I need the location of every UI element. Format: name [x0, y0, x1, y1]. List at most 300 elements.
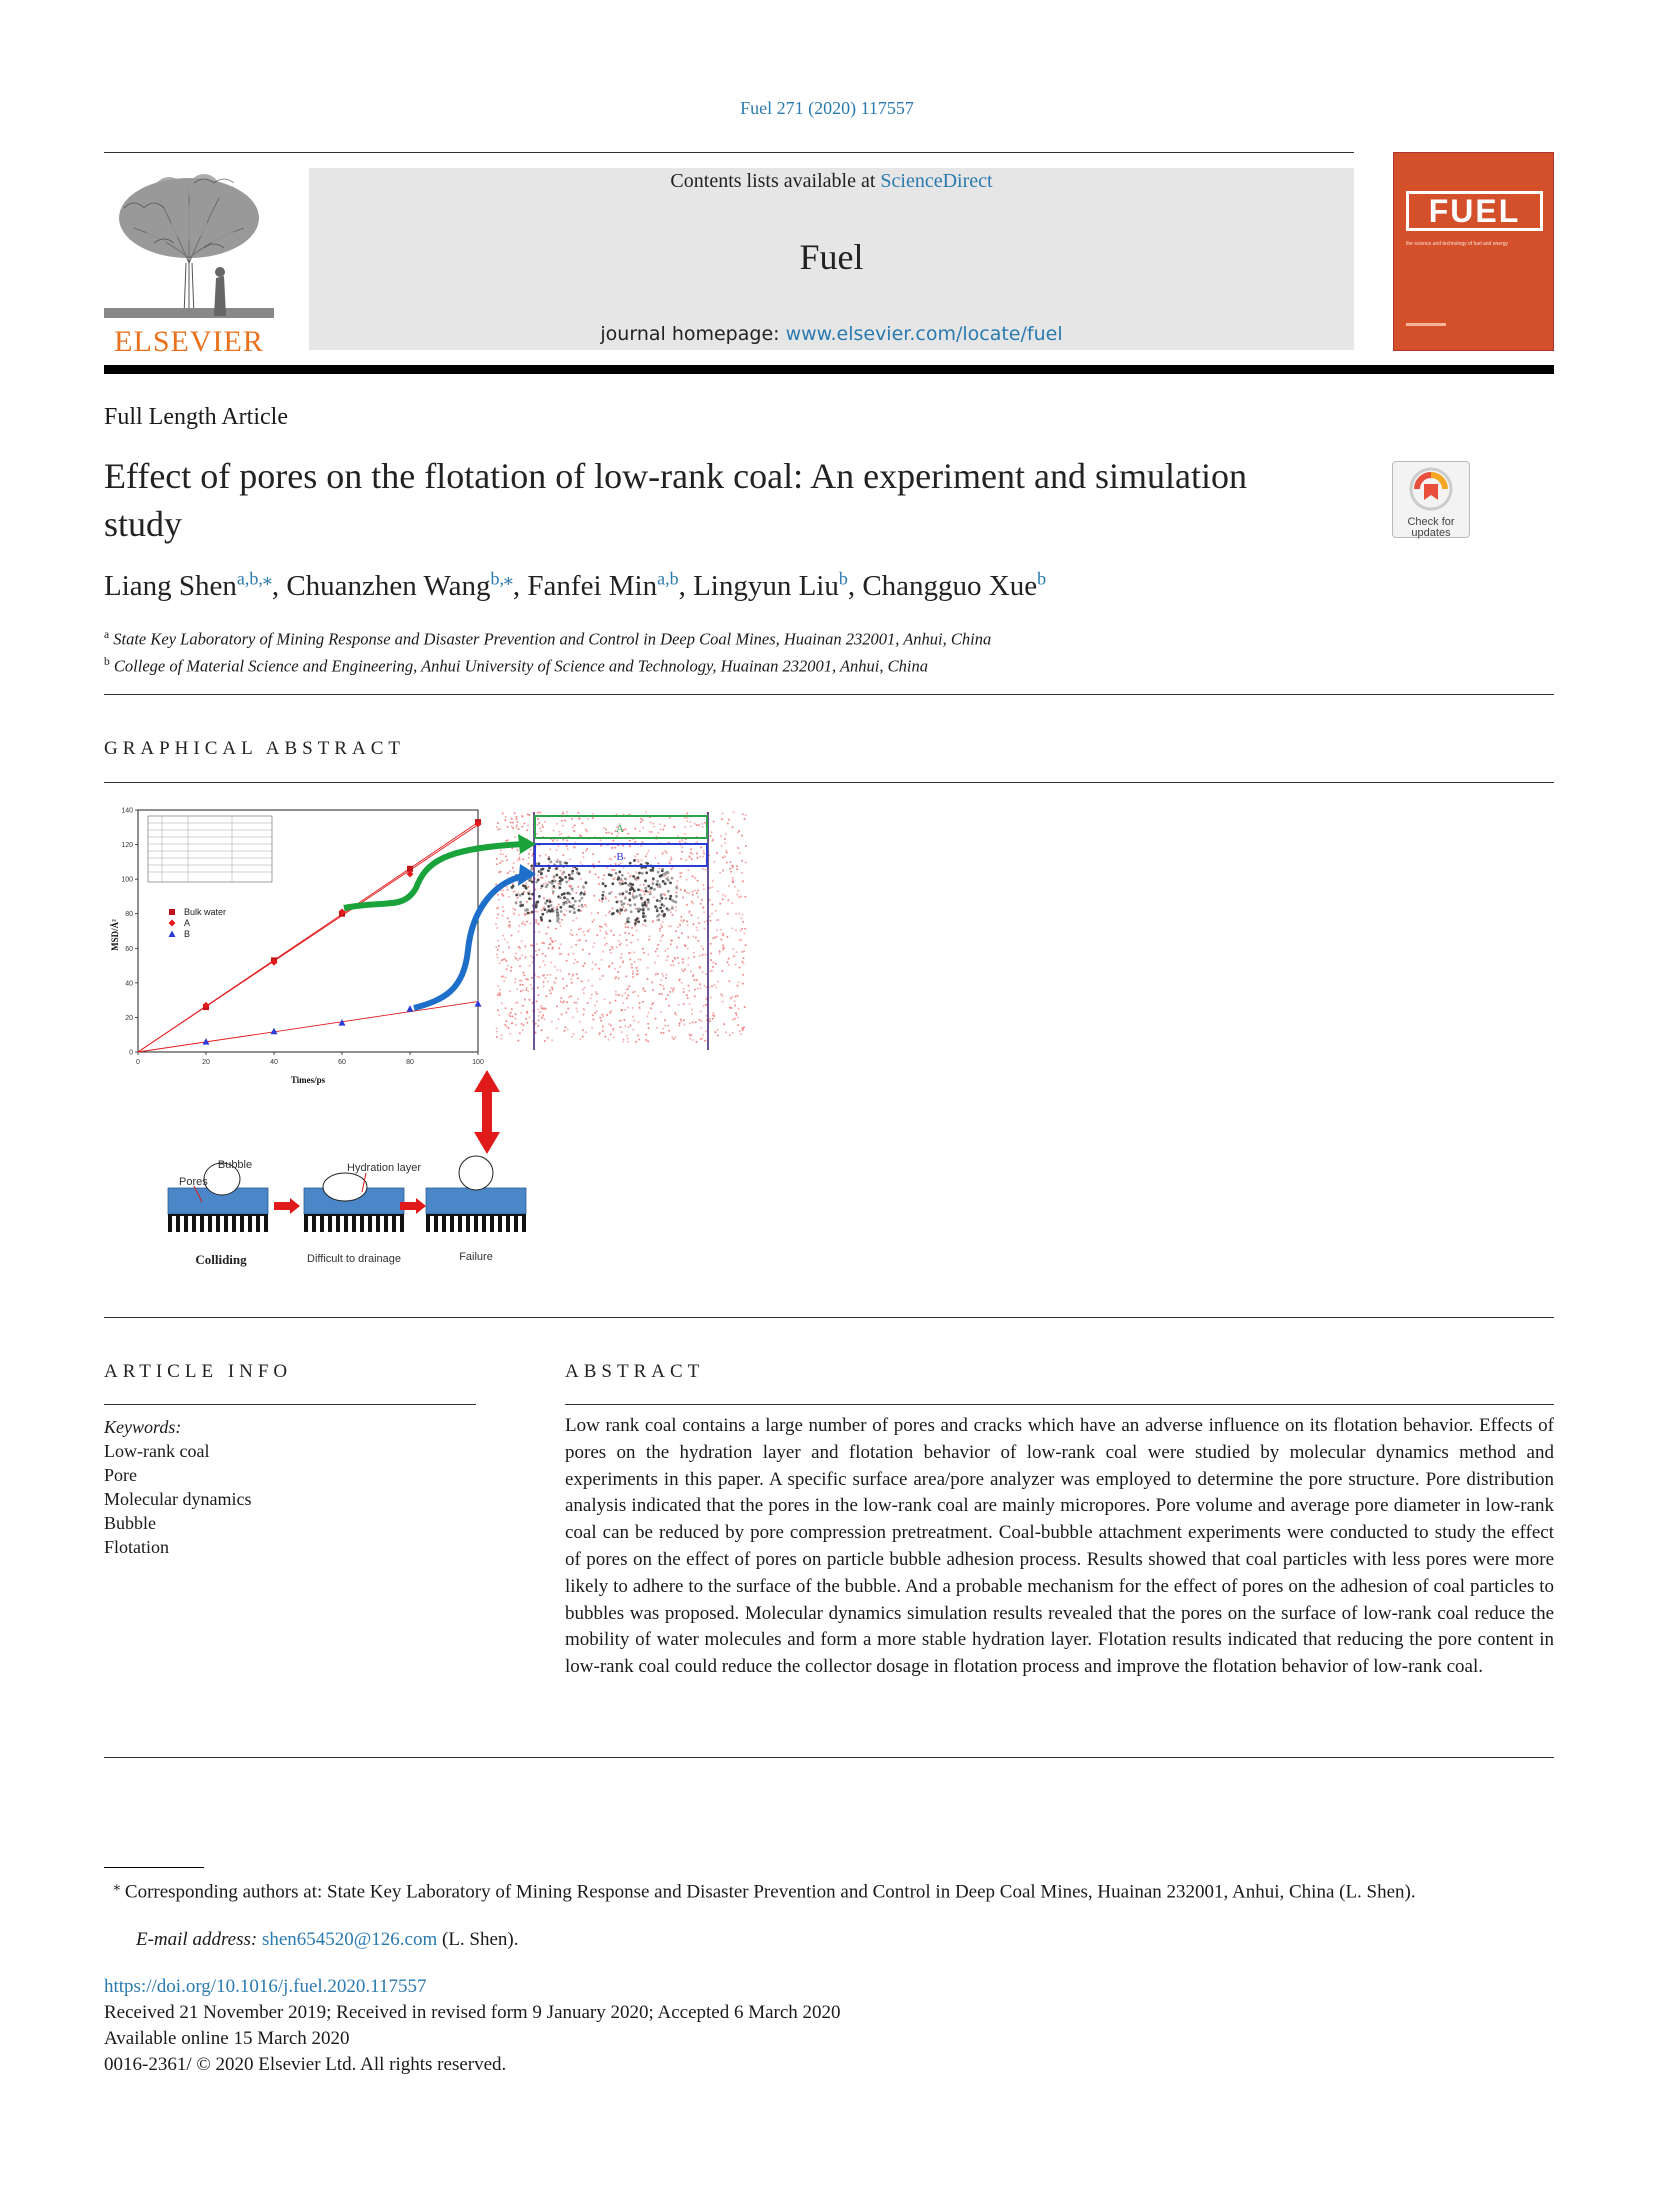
md-water-dot	[552, 988, 554, 990]
md-water-dot	[506, 968, 508, 970]
md-water-dot	[592, 817, 594, 819]
md-water-dot	[598, 968, 600, 970]
md-coal-atom	[675, 895, 678, 898]
md-water-dot	[507, 826, 509, 828]
md-water-dot	[671, 868, 673, 870]
md-water-dot	[713, 821, 715, 823]
md-water-dot	[562, 825, 564, 827]
md-water-dot	[717, 980, 719, 982]
md-water-dot	[672, 991, 674, 993]
md-coal-atom	[616, 909, 619, 912]
md-water-dot	[511, 1008, 513, 1010]
md-water-dot	[568, 996, 570, 998]
md-water-dot	[582, 989, 584, 991]
md-water-dot	[690, 852, 692, 854]
md-coal-atom	[551, 909, 554, 912]
md-water-dot	[636, 967, 638, 969]
md-coal-atom	[662, 880, 665, 883]
md-water-dot	[601, 959, 603, 961]
md-coal-atom	[619, 882, 622, 885]
md-water-dot	[562, 813, 564, 815]
md-water-dot	[732, 877, 734, 879]
md-coal-atom	[559, 861, 562, 864]
md-water-dot	[709, 1018, 711, 1020]
md-coal-atom	[540, 918, 543, 921]
md-water-dot	[729, 868, 731, 870]
md-coal-atom	[624, 897, 627, 900]
md-water-dot	[704, 921, 706, 923]
md-water-dot	[671, 1036, 673, 1038]
md-water-dot	[618, 994, 620, 996]
md-coal-atom	[667, 909, 670, 912]
md-water-dot	[521, 940, 523, 942]
md-coal-atom	[637, 920, 640, 923]
md-water-dot	[693, 956, 695, 958]
md-coal-atom	[549, 881, 552, 884]
md-water-dot	[615, 991, 617, 993]
md-coal-atom	[657, 871, 660, 874]
md-water-dot	[575, 917, 577, 919]
md-water-dot	[686, 879, 688, 881]
md-water-dot	[680, 916, 682, 918]
md-water-dot	[582, 1008, 584, 1010]
md-water-dot	[714, 1031, 716, 1033]
md-water-dot	[744, 1006, 746, 1008]
md-water-dot	[735, 951, 737, 953]
md-water-dot	[639, 830, 641, 832]
md-water-dot	[497, 994, 499, 996]
md-water-dot	[519, 1032, 521, 1034]
md-water-dot	[595, 964, 597, 966]
md-water-dot	[664, 894, 666, 896]
md-water-dot	[549, 849, 551, 851]
md-water-dot	[722, 934, 724, 936]
pore	[252, 1216, 256, 1232]
md-water-dot	[579, 834, 581, 836]
md-water-dot	[584, 962, 586, 964]
md-coal-atom	[559, 876, 562, 879]
md-water-dot	[649, 935, 651, 937]
pore	[454, 1216, 458, 1232]
md-coal-atom	[562, 903, 565, 906]
md-water-dot	[504, 1024, 506, 1026]
md-water-dot	[609, 1002, 611, 1004]
md-water-dot	[662, 921, 664, 923]
md-coal-atom	[642, 909, 645, 912]
md-water-dot	[578, 928, 580, 930]
author-name[interactable]: Lingyun Liu	[693, 570, 839, 602]
md-water-dot	[721, 845, 723, 847]
md-water-dot	[580, 878, 582, 880]
md-coal-atom	[669, 882, 672, 885]
md-water-dot	[508, 1014, 510, 1016]
md-water-dot	[720, 929, 722, 931]
md-water-dot	[682, 962, 684, 964]
md-water-dot	[499, 862, 501, 864]
received-dates: Received 21 November 2019; Received in revised form 9 January 2020; Accepted 6 March 2020	[104, 2002, 841, 2023]
author-name[interactable]: Chuanzhen Wang	[286, 570, 491, 602]
md-coal-atom	[656, 883, 659, 886]
md-coal-atom	[521, 893, 524, 896]
md-coal-atom	[657, 919, 660, 922]
md-water-dot	[711, 985, 713, 987]
md-water-dot	[660, 1032, 662, 1034]
md-water-dot	[721, 818, 723, 820]
pore	[518, 1216, 522, 1232]
md-water-dot	[612, 948, 614, 950]
check-for-updates-button[interactable]	[1392, 461, 1470, 538]
graphical-abstract-figure[interactable]	[104, 800, 784, 1280]
md-water-dot	[547, 926, 549, 928]
md-water-dot	[591, 994, 593, 996]
md-water-dot	[737, 890, 739, 892]
md-water-dot	[524, 914, 526, 916]
md-water-dot	[496, 858, 498, 860]
md-water-dot	[639, 1008, 641, 1010]
md-water-dot	[497, 894, 499, 896]
md-water-dot	[581, 822, 583, 824]
md-water-dot	[737, 995, 739, 997]
md-coal-atom	[666, 878, 669, 881]
md-water-dot	[652, 880, 654, 882]
md-coal-atom	[661, 897, 664, 900]
md-water-dot	[732, 1019, 734, 1021]
md-coal-atom	[631, 883, 634, 886]
md-water-dot	[596, 993, 598, 995]
md-water-dot	[735, 964, 737, 966]
md-water-dot	[677, 926, 679, 928]
md-water-dot	[677, 835, 679, 837]
md-coal-atom	[659, 885, 662, 888]
md-coal-atom	[664, 882, 667, 885]
header-bottom-rule	[104, 365, 1554, 374]
md-water-dot	[637, 859, 639, 861]
md-water-dot	[722, 970, 724, 972]
md-water-dot	[530, 849, 532, 851]
md-water-dot	[587, 1002, 589, 1004]
md-water-dot	[647, 953, 649, 955]
md-water-dot	[712, 1012, 714, 1014]
md-water-dot	[660, 940, 662, 942]
md-water-dot	[536, 1000, 538, 1002]
md-water-dot	[504, 819, 506, 821]
journal-cover[interactable]	[1393, 152, 1554, 351]
md-water-dot	[614, 968, 616, 970]
md-water-dot	[547, 974, 549, 976]
md-water-dot	[538, 994, 540, 996]
md-water-dot	[549, 943, 551, 945]
md-water-dot	[741, 860, 743, 862]
md-water-dot	[695, 937, 697, 939]
md-water-dot	[653, 826, 655, 828]
md-water-dot	[714, 984, 716, 986]
md-water-dot	[725, 833, 727, 835]
md-coal-atom	[665, 897, 668, 900]
md-water-dot	[689, 855, 691, 857]
md-water-dot	[605, 828, 607, 830]
md-water-dot	[666, 959, 668, 961]
md-water-dot	[531, 961, 533, 963]
md-water-dot	[503, 980, 505, 982]
md-water-dot	[625, 923, 627, 925]
md-water-dot	[699, 955, 701, 957]
md-coal-atom	[549, 900, 552, 903]
md-water-dot	[648, 1027, 650, 1029]
md-water-dot	[507, 917, 509, 919]
corresponding-footnote	[104, 1872, 1554, 1905]
md-water-dot	[650, 831, 652, 833]
md-water-dot	[566, 840, 568, 842]
md-water-dot	[584, 891, 586, 893]
md-water-dot	[744, 928, 746, 930]
md-water-dot	[502, 915, 504, 917]
md-water-dot	[522, 989, 524, 991]
md-water-dot	[521, 816, 523, 818]
md-water-dot	[560, 925, 562, 927]
chart-y-tick-label: 0	[129, 1049, 133, 1057]
md-water-dot	[652, 823, 654, 825]
journal-homepage-link[interactable]: www.elsevier.com/locate/fuel	[785, 323, 1063, 345]
md-water-dot	[536, 943, 538, 945]
md-coal-atom	[664, 872, 667, 875]
md-water-dot	[589, 929, 591, 931]
md-coal-atom	[563, 896, 566, 899]
md-water-dot	[559, 834, 561, 836]
md-water-dot	[558, 947, 560, 949]
md-water-dot	[619, 934, 621, 936]
md-water-dot	[667, 948, 669, 950]
md-coal-atom	[650, 869, 653, 872]
md-coal-atom	[571, 872, 574, 875]
md-water-dot	[527, 863, 529, 865]
md-water-dot	[672, 960, 674, 962]
md-water-dot	[544, 977, 546, 979]
md-water-dot	[551, 948, 553, 950]
md-water-dot	[541, 909, 543, 911]
md-water-dot	[662, 1028, 664, 1030]
md-water-dot	[498, 871, 500, 873]
md-water-dot	[575, 1008, 577, 1010]
sciencedirect-link[interactable]: ScienceDirect	[880, 170, 993, 192]
author-name[interactable]: Fanfei Min	[527, 570, 658, 602]
md-water-dot	[659, 829, 661, 831]
md-water-dot	[509, 1015, 511, 1017]
md-water-dot	[742, 974, 744, 976]
md-water-dot	[512, 907, 514, 909]
md-water-dot	[598, 1034, 600, 1036]
md-coal-atom	[667, 890, 670, 893]
md-water-dot	[620, 1026, 622, 1028]
md-water-dot	[596, 934, 598, 936]
md-water-dot	[540, 830, 542, 832]
md-water-dot	[665, 977, 667, 979]
md-water-dot	[639, 1002, 641, 1004]
md-water-dot	[567, 1029, 569, 1031]
md-coal-atom	[568, 874, 571, 877]
md-water-dot	[608, 900, 610, 902]
author-affiliation-mark[interactable]: b	[838, 568, 848, 589]
md-water-dot	[743, 950, 745, 952]
md-water-dot	[612, 962, 614, 964]
md-water-dot	[576, 934, 578, 936]
md-water-dot	[522, 984, 524, 986]
md-water-dot	[624, 1009, 626, 1011]
md-water-dot	[553, 830, 555, 832]
md-water-dot	[692, 894, 694, 896]
pore	[308, 1216, 312, 1232]
md-water-dot	[674, 826, 676, 828]
md-water-dot	[592, 853, 594, 855]
md-water-dot	[592, 813, 594, 815]
md-water-dot	[521, 954, 523, 956]
md-coal-atom	[552, 890, 555, 893]
md-water-dot	[646, 853, 648, 855]
elsevier-logo[interactable]	[104, 168, 274, 358]
pore	[196, 1216, 200, 1232]
md-water-dot	[689, 1038, 691, 1040]
md-water-dot	[642, 989, 644, 991]
md-coal-atom	[574, 900, 577, 903]
md-water-dot	[507, 942, 509, 944]
md-water-dot	[662, 853, 664, 855]
md-water-dot	[730, 871, 732, 873]
author-affiliation-mark[interactable]: a,b,⁎	[236, 568, 272, 589]
author-affiliation-mark[interactable]: b,⁎	[490, 568, 513, 589]
md-water-dot	[627, 994, 629, 996]
graphical-abstract-bottom-rule	[104, 1317, 1554, 1318]
md-water-dot	[542, 826, 544, 828]
md-water-dot	[583, 992, 585, 994]
md-water-dot	[688, 985, 690, 987]
md-water-dot	[632, 976, 634, 978]
pore	[380, 1216, 384, 1232]
md-water-dot	[688, 912, 690, 914]
md-water-dot	[560, 870, 562, 872]
md-water-dot	[732, 996, 734, 998]
md-water-dot	[498, 1014, 500, 1016]
md-water-dot	[624, 992, 626, 994]
md-water-dot	[669, 860, 671, 862]
md-water-dot	[598, 861, 600, 863]
md-water-dot	[682, 988, 684, 990]
md-water-dot	[674, 957, 676, 959]
md-coal-atom	[628, 884, 631, 887]
md-water-dot	[545, 854, 547, 856]
md-water-dot	[701, 945, 703, 947]
md-water-dot	[545, 882, 547, 884]
md-water-dot	[674, 1036, 676, 1038]
author-name[interactable]: Liang Shen	[104, 570, 237, 602]
md-coal-atom	[560, 906, 563, 909]
md-water-dot	[581, 980, 583, 982]
available-online: Available online 15 March 2020	[104, 2028, 350, 2049]
md-water-dot	[560, 997, 562, 999]
md-water-dot	[634, 841, 636, 843]
md-water-dot	[694, 989, 696, 991]
md-water-dot	[550, 974, 552, 976]
chart-y-tick-label: 140	[121, 807, 133, 815]
md-water-dot	[733, 811, 735, 813]
md-water-dot	[591, 985, 593, 987]
md-water-dot	[722, 1001, 724, 1003]
md-water-dot	[664, 825, 666, 827]
md-water-dot	[631, 927, 633, 929]
md-water-dot	[614, 869, 616, 871]
email-link[interactable]: shen654520@126.com	[261, 1929, 438, 1950]
md-water-dot	[679, 923, 681, 925]
md-coal-atom	[539, 870, 542, 873]
md-water-dot	[636, 930, 638, 932]
doi-link[interactable]: https://doi.org/10.1016/j.fuel.2020.117557	[104, 1976, 427, 1997]
md-coal-atom	[515, 902, 518, 905]
md-water-dot	[602, 1026, 604, 1028]
md-coal-atom	[644, 879, 647, 882]
md-water-dot	[634, 855, 636, 857]
md-water-dot	[740, 939, 742, 941]
md-coal-atom	[669, 895, 672, 898]
author-name[interactable]: Changguo Xue	[862, 570, 1038, 602]
md-water-dot	[672, 964, 674, 966]
md-water-dot	[573, 846, 575, 848]
author-affiliation-mark[interactable]: b	[1037, 568, 1047, 589]
md-coal-atom	[512, 885, 515, 888]
md-water-dot	[501, 893, 503, 895]
md-water-dot	[716, 929, 718, 931]
md-water-dot	[642, 827, 644, 829]
md-coal-atom	[522, 884, 525, 887]
md-water-dot	[578, 812, 580, 814]
md-water-dot	[577, 998, 579, 1000]
md-water-dot	[710, 835, 712, 837]
md-coal-atom	[580, 892, 583, 895]
md-water-dot	[700, 1011, 702, 1013]
md-water-dot	[607, 1039, 609, 1041]
pore	[316, 1216, 320, 1232]
md-water-dot	[577, 886, 579, 888]
md-water-dot	[734, 1004, 736, 1006]
md-water-dot	[618, 977, 620, 979]
md-water-dot	[510, 822, 512, 824]
md-water-dot	[510, 970, 512, 972]
md-water-dot	[690, 914, 692, 916]
md-water-dot	[625, 828, 627, 830]
md-coal-atom	[629, 904, 632, 907]
md-water-dot	[517, 897, 519, 899]
md-water-dot	[631, 963, 633, 965]
md-water-dot	[670, 943, 672, 945]
md-water-dot	[499, 989, 501, 991]
md-water-dot	[705, 998, 707, 1000]
md-water-dot	[535, 950, 537, 952]
citation-link[interactable]: Fuel 271 (2020) 117557	[740, 98, 914, 118]
md-water-dot	[701, 899, 703, 901]
md-water-dot	[610, 1010, 612, 1012]
md-water-dot	[524, 999, 526, 1001]
author-affiliation-mark[interactable]: a,b	[657, 568, 679, 589]
md-water-dot	[608, 1023, 610, 1025]
keyword-item: Pore	[104, 1465, 137, 1485]
md-water-dot	[517, 859, 519, 861]
md-coal-atom	[644, 887, 647, 890]
md-water-dot	[523, 974, 525, 976]
corresponding-mark: ⁎	[113, 1878, 121, 1893]
md-water-dot	[737, 847, 739, 849]
md-water-dot	[604, 923, 606, 925]
md-water-dot	[692, 1039, 694, 1041]
md-water-dot	[529, 965, 531, 967]
md-water-dot	[653, 896, 655, 898]
md-water-dot	[586, 830, 588, 832]
